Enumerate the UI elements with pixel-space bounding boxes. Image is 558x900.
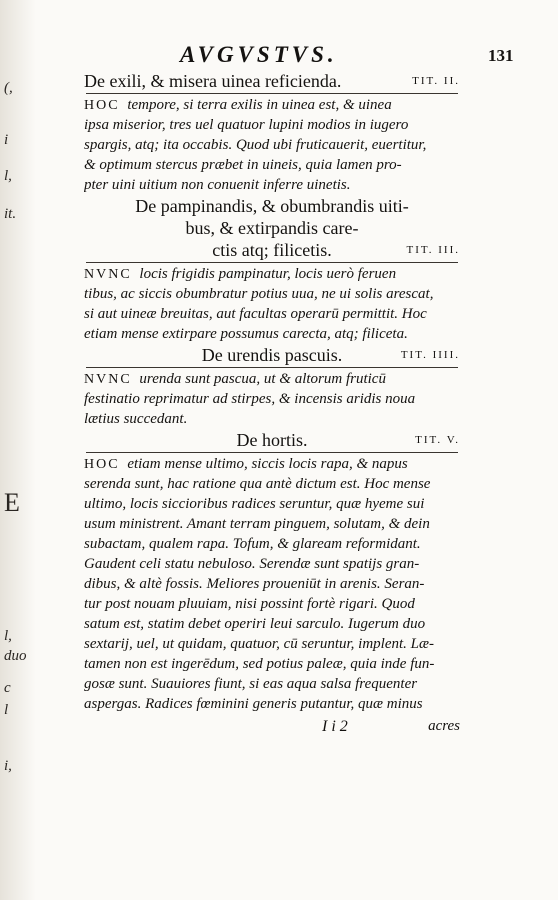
- margin-mark: duo: [4, 648, 27, 664]
- text-line: aspergas. Radices fœminini generis putantur, quæ minus: [84, 696, 423, 712]
- first-word: NVNC: [84, 372, 132, 387]
- section-title: De pampinandis, & obumbrandis uiti-: [135, 196, 409, 216]
- margin-mark: l: [4, 702, 9, 718]
- text-line: ipsa miserior, tres uel quatuor lupini modios in iugero: [84, 117, 409, 133]
- section-title: [84, 70, 460, 92]
- text-line-content: urenda sunt pascua, ut & altorum fruticū: [135, 371, 386, 387]
- tit-number: TIT. III.: [406, 244, 460, 256]
- section-title: [84, 429, 460, 451]
- tit-number: TIT. IIII.: [400, 349, 460, 361]
- margin-mark: (,: [4, 80, 13, 96]
- first-word: HOC: [84, 457, 120, 472]
- section: [84, 429, 460, 714]
- text-line: tibus, ac siccis obumbratur potius uua, ne ui solis arescat,: [84, 286, 434, 302]
- text-line-content: locis frigidis pampinatur, locis uerò feruen: [135, 266, 397, 282]
- section-title-text: De exili, & misera uinea reficienda.: [84, 71, 342, 91]
- text-line: sextarij, uel, ut quidam, quatuor, cū seruntur, implent. Læ-: [84, 636, 434, 652]
- text-line: tamen non est ingerēdum, sed potius paleæ, quia inde fun-: [84, 656, 435, 672]
- text-line-content: etiam mense ultimo, siccis locis rapa, & napus: [123, 456, 408, 472]
- text-line: etiam mense extirpare possumus carecta, atq; filiceta.: [84, 326, 408, 342]
- text-line: festinatio reprimatur ad stirpes, & incensis aridis noua: [84, 391, 416, 407]
- text-line: dibus, & altè fossis. Meliores proueniūt in arenis. Seran-: [84, 576, 425, 592]
- section: [84, 195, 460, 344]
- text-line: lætius succedant.: [84, 411, 188, 427]
- first-word: HOC: [84, 98, 120, 113]
- rule: [86, 367, 458, 368]
- page-number: 131: [488, 46, 514, 65]
- rule: [86, 262, 458, 263]
- text-line: [84, 95, 460, 115]
- left-margin-bleedthrough: [4, 0, 34, 900]
- text-line: ultimo, locis siccioribus radices seruntur, quæ hyeme sui: [84, 496, 425, 512]
- text-line: pter uini uitium non conuenit inferre uinetis.: [84, 177, 351, 193]
- first-word: NVNC: [84, 267, 132, 282]
- text-line-content: tempore, si terra exilis in uinea est, & uinea: [123, 97, 392, 113]
- section-title-text: De hortis.: [236, 430, 308, 450]
- text-line: si aut uineæ breuitas, aut facultas operarū permittit. Hoc: [84, 306, 427, 322]
- text-line: subactam, qualem rapa. Tofum, & glaream reformidant.: [84, 536, 421, 552]
- text-line: serenda sunt, hac ratione qua antè dictum est. Hoc mense: [84, 476, 431, 492]
- section-title: [84, 239, 460, 261]
- signature-mark: I i 2: [322, 718, 348, 735]
- text-line: [84, 264, 460, 284]
- text-line: usum ministrent. Amant terram pinguem, solutam, & dein: [84, 516, 430, 532]
- text-block: [84, 70, 460, 740]
- text-line: spargis, atq; ita occabis. Quod ubi fruticauerit, euertitur,: [84, 137, 427, 153]
- section: [84, 344, 460, 429]
- margin-mark: i,: [4, 758, 12, 774]
- section-title: [84, 344, 460, 366]
- section-title-text: De urendis pascuis.: [201, 345, 343, 365]
- text-line: [84, 369, 460, 389]
- text-line: & optimum stercus præbet in uineis, quia lamen pro-: [84, 157, 402, 173]
- section: [84, 70, 460, 195]
- margin-mark: l,: [4, 628, 12, 644]
- text-line: tur post nouam pluuiam, nisi possint fortè rigari. Quod: [84, 596, 415, 612]
- tit-number: TIT. V.: [415, 434, 460, 446]
- margin-mark: E: [4, 488, 20, 517]
- margin-mark: it.: [4, 206, 17, 222]
- rule: [86, 93, 458, 94]
- rule: [86, 452, 458, 453]
- running-head: AVGVSTVS.: [180, 42, 338, 67]
- text-line: satum est, statim debet operiri leui sarculo. Iugerum duo: [84, 616, 426, 632]
- text-line: Gaudent celi statu nebuloso. Serendæ sunt spatijs gran-: [84, 556, 420, 572]
- text-line: [84, 454, 460, 474]
- margin-mark: c: [4, 680, 11, 696]
- tit-number: TIT. II.: [412, 75, 460, 87]
- catchword: acres: [428, 718, 460, 734]
- section-title: bus, & extirpandis care-: [185, 218, 359, 238]
- section-title-text: ctis atq; filicetis.: [212, 240, 332, 260]
- page-footer: [84, 718, 460, 740]
- margin-mark: l,: [4, 168, 12, 184]
- margin-mark: i: [4, 132, 9, 148]
- text-line: gosæ sunt. Suauiores fiunt, si eas aqua salsa frequenter: [84, 676, 418, 692]
